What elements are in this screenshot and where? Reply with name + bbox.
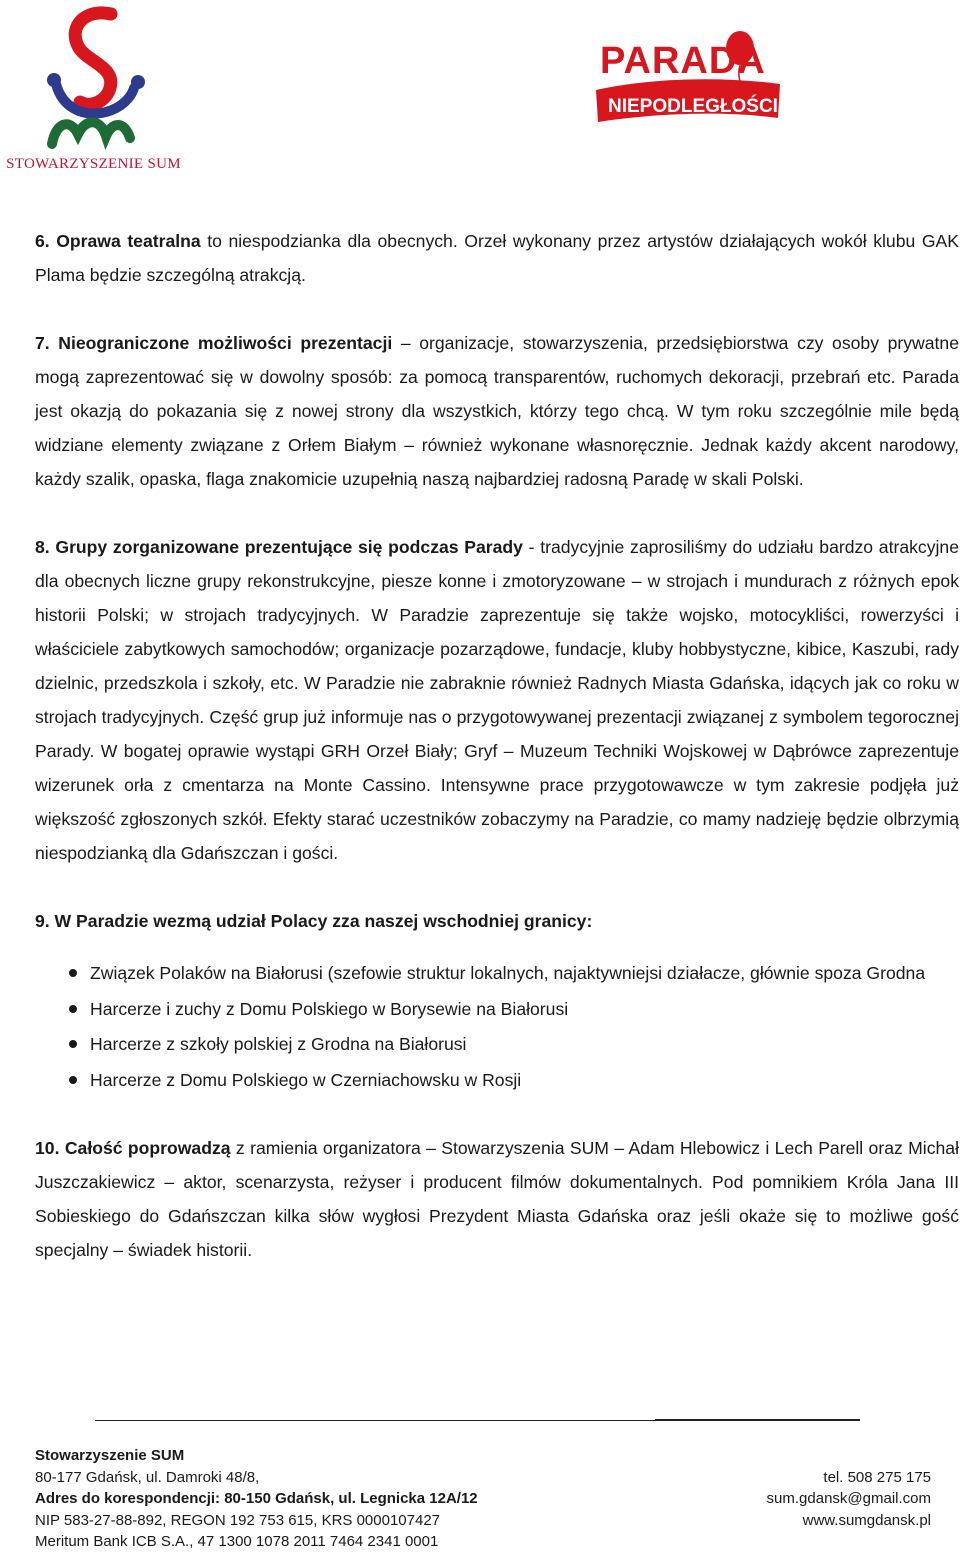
list-item-text: Harcerze i zuchy z Domu Polskiego w Borysewie na Białorusi [90,998,569,1019]
sum-logo-text: STOWARZYSZENIE SUM [6,156,181,172]
sum-logo [6,6,181,178]
bullet-icon [69,969,77,977]
footer-row [35,1510,931,1532]
list-item-text: Harcerze z Domu Polskiego w Czerniachowsku w Rosji [90,1069,522,1090]
list-item [35,1027,959,1061]
section-8 [35,530,959,870]
section-8-text: - tradycyjnie zaprosiliśmy do udziału bardzo atrakcyjne dla obecnych liczne grupy rekonstrukcyjne, piesze konne i zmotoryzowane – w strojach i mundurach z różnych epok historii Polski; w strojach tradycyjnych. W Paradzie zaprezentuje się także wojsko, motocykliści, rowerzyści i właściciele zabytkowych samochodów; organizacje pozarządowe, fundacje, kluby hobbystyczne, kibice, Kaszubi, rady dzielnic, przedszkola i szkoły, etc. W Paradzie nie zabraknie również Radnych Miasta Gdańska, idących jak co roku w strojach tradycyjnych. Część grup już informuje nas o przygotowywanej prezentacji związanej z symbolem tegorocznej Parady. W bogatej oprawie wystąpi GRH Orzeł Biały; Gryf – Muzeum Techniki Wojskowej w Dąbrówce zaprezentuje wizerunek orła z cmentarza na Monte Cassino. Intensywne prace przygotowawcze w tym zakresie podjęła już większość zgłoszonych szkół. Efekty starać uczestników zobaczymy na Paradzie, co mamy nadzieję będzie olbrzymią niespodzianką dla Gdańszczan i gości. [35,537,959,863]
section-8-title: 8. Grupy zorganizowane prezentujące się podczas Parady [35,537,523,557]
section-6-text: to niespodzianka dla obecnych. Orzeł wykonany przez artystów działających wokół klubu GAK Plama będzie szczególną atrakcją. [35,231,959,285]
section-10-number: 10. [35,1137,60,1158]
footer [35,1445,931,1553]
list-item [35,1063,959,1097]
section-7-text: – organizacje, stowarzyszenia, przedsiębiorstwa czy osoby prywatne mogą zaprezentować się w dowolny sposób: za pomocą transparentów, ruchomych dekoracji, przebrań etc. Parada jest okazją do pokazania się z nowej strony dla wszystkich, którzy tego chcą. W tym roku szczególnie mile będą widziane elementy związane z Orłem Białym – również wykonane własnoręcznie. Jednak każdy akcent narodowy, każdy szalik, opaska, flaga znakomicie uzupełnią naszą najbardziej radosną Paradę w skali Polski. [35,333,959,489]
bullet-icon [69,1076,77,1084]
section-10-title: Całość poprowadzą [64,1137,231,1158]
parada-logo-graphic [590,18,790,123]
footer-row [35,1467,931,1489]
list-item-text: Harcerze z szkoły polskiej z Grodna na Białorusi [90,1034,467,1054]
sum-logo-mark-icon [6,6,181,156]
parada-logo-subtitle: NIEPODLEGŁOŚCI [608,96,778,117]
footer-address: 80-177 Gdańsk, ul. Damroki 48/8, [35,1468,260,1486]
list-item [35,956,959,990]
footer-row [35,1445,931,1467]
footer-org-name: Stowarzyszenie SUM [35,1447,185,1464]
footer-phone: tel. 508 275 175 [823,1468,931,1486]
section-6 [35,224,959,292]
section-7 [35,326,959,496]
footer-row [35,1531,931,1553]
footer-website: www.sumgdansk.pl [802,1511,931,1529]
document-body [35,224,959,1301]
section-9-list [35,956,959,1097]
footer-divider-thick [655,1419,860,1421]
section-9-heading: 9. W Paradzie wezmą udział Polacy zza naszej wschodniej granicy: [35,911,593,931]
section-10-text: z ramienia organizatora – Stowarzyszenia SUM – Adam Hlebowicz i Lech Parell oraz Michał Juszczakiewicz – aktor, scenarzysta, reżyser i producent filmów dokumentalnych. Pod pomnikiem Króla Jana III Sobieskiego do Gdańszczan kilka słów wygłosi Prezydent Miasta Gdańska oraz jeśli okaże się to możliwe gość specjalny – świadek historii. [35,1137,959,1260]
section-10 [35,1131,959,1267]
list-item [35,992,959,1026]
footer-registration-ids: NIP 583-27-88-892, REGON 192 753 615, KRS 0000107427 [35,1511,440,1529]
bullet-icon [69,1005,77,1013]
bullet-icon [69,1040,77,1048]
footer-email: sum.gdansk@gmail.com [766,1490,931,1507]
section-7-title: 7. Nieograniczone możliwości prezentacji [35,333,393,353]
list-item-text: Związek Polaków na Białorusi (szefowie struktur lokalnych, najaktywniejsi działacze, głównie spoza Grodna [90,963,926,983]
footer-row [35,1488,931,1510]
footer-bank-account: Meritum Bank ICB S.A., 47 1300 1078 2011 7464 2341 0001 [35,1533,439,1550]
parada-logo [590,18,790,123]
section-6-title: 6. Oprawa teatralna [35,231,201,251]
parada-logo-title: PARADA [600,40,766,82]
footer-correspondence-address: Adres do korespondencji: 80-150 Gdańsk, ul. Legnicka 12A/12 [35,1490,478,1507]
